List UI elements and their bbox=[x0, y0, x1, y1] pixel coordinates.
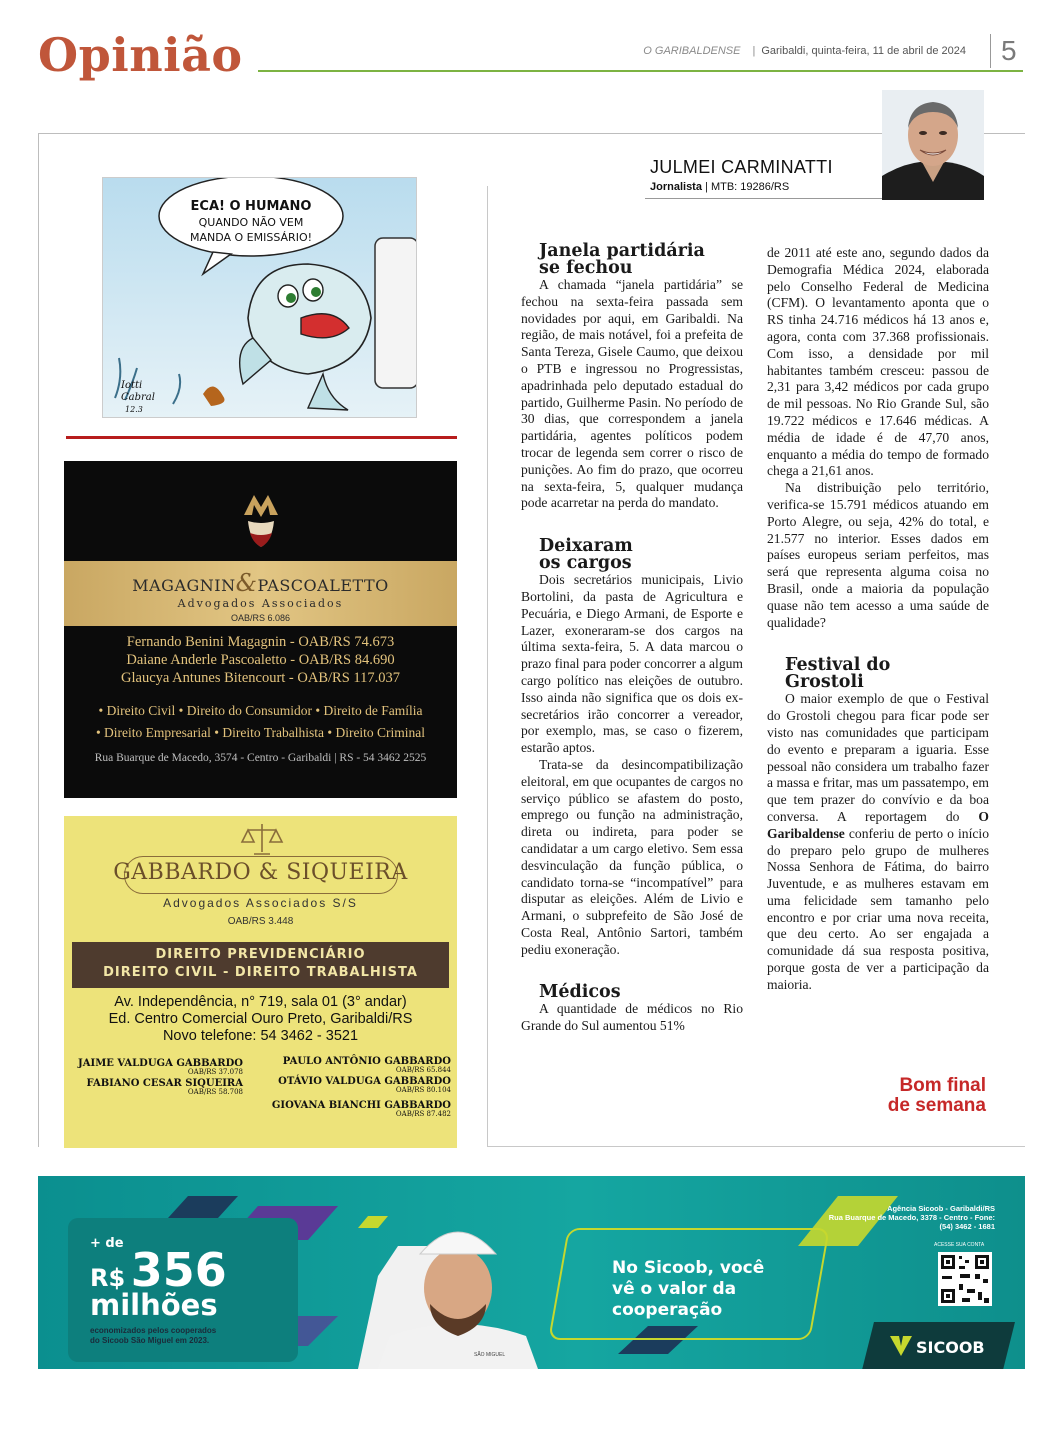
article-paragraph: O maior exemplo de que o Festival do Grostoli chegou para ficar pode ser visto nas comunidades que participam do evento e preparam a iguaria. Esse pessoal não considera um trabalho fazer a massa e fritar, mas um passatempo, em que tem prazer do convívio e da boa conversa. A reportagem do O Garibaldense conferiu de perto o início do preparo pelo grupo de mulheres Nossa Senhora de Fátima, do bairro Juventude, e as mulheres estavam em uma felicidade sem tamanho pelo encontro e por criar uma nova receita, que deu certo. Ao ser engajada a comunidade dá sua resposta positiva, porque gosta de ver a participação da maioria. bbox=[767, 691, 989, 992]
dateline: Garibaldi, quinta-feira, 11 de abril de 2024 bbox=[761, 45, 966, 57]
banner-amount: 356 bbox=[130, 1243, 227, 1297]
sicoob-brand: SICOOB bbox=[916, 1338, 985, 1357]
ad1-lawyer: Fernando Benini Magagnin - OAB/RS 74.673 bbox=[126, 634, 395, 650]
ad2-contact bbox=[64, 994, 457, 1045]
columnist-role: Jornalista | MTB: 19286/RS bbox=[650, 181, 790, 193]
ad1-lawyer: Daiane Anderle Pascoaletto - OAB/RS 84.690 bbox=[126, 652, 395, 668]
ad1-ampersand: & bbox=[235, 569, 258, 597]
ad1-areas-line: • Direito Civil • Direito do Consumidor • Direito de Família bbox=[98, 703, 423, 718]
scales-of-justice-icon bbox=[240, 822, 284, 858]
article-paragraph: Dois secretários municipais, Livio Bortolini, da pasta de Agricultura e Pecuária, e Diego Armani, de Esporte e Lazer, exoneraram-se dos cargos na última sexta-feira, 5. A data marcou o prazo final para poder concorrer a algum cargo político nas eleições de outubro. Isso ainda não significa que os dois ex-secretários irão concorrer a vereador, por exemplo, mas, se caso o fizerem, estarão aptos. bbox=[521, 572, 743, 756]
header-meta: O GARIBALDENSE | Garibaldi, quinta-feira, 11 de abril de 2024 bbox=[643, 45, 966, 57]
columnist-name: JULMEI CARMINATTI bbox=[650, 157, 833, 177]
columnist-rule bbox=[645, 198, 883, 199]
cartoon-signature-line2: Cabral bbox=[121, 392, 155, 403]
banner-currency: R$ bbox=[90, 1264, 126, 1292]
editorial-cartoon bbox=[102, 177, 417, 418]
banner-caption: economizados pelos cooperados do Sicoob São Miguel em 2023. bbox=[90, 1326, 217, 1345]
newspaper-name: O Garibaldense bbox=[767, 808, 989, 841]
article-paragraph-continued: de 2011 até este ano, segundo dados da Demografia Médica 2024, elaborada pelo Conselho Federal de Medicina (CFM). O levantamento aponta que o RS tinha 24.716 médicos há 13 anos e, agora, conta com 37.368 profissionais. Com isso, a densidade por mil habitantes também cresceu: passou de 2,31 para 3,42 médicos por cada grupo de mil pessoas. No Rio Grande Sul, são 19.722 médicos e 17.646 médicas. A média de idade é de 47,70 anos, enquanto a média do tempo de formado chega a 21,61 anos. bbox=[767, 245, 989, 479]
subhead-medicos: Médicos bbox=[539, 982, 621, 1003]
law-firm-logo-icon bbox=[240, 491, 282, 551]
ad2-firm-name: GABBARDO & SIQUEIRA bbox=[113, 860, 408, 885]
ad1-oab: OAB/RS 6.086 bbox=[230, 613, 291, 623]
subhead-festival: Festival do Grostoli bbox=[785, 655, 891, 693]
ad2-band-line: DIREITO CIVIL - DIREITO TRABALHISTA bbox=[103, 965, 418, 980]
ad1-firm-right: PASCOALETTO bbox=[257, 576, 389, 595]
ad2-lawyer: OTÁVIO VALDUGA GABBARDO OAB/RS 80.104 bbox=[278, 1076, 451, 1094]
closing-greeting: Bom final de semana bbox=[887, 1075, 986, 1116]
cartoon-signature-line1: Iotti bbox=[121, 380, 143, 391]
ad1-lawyer-list bbox=[64, 633, 457, 687]
ad2-lawyer: FABIANO CESAR SIQUEIRA OAB/RS 58.708 bbox=[86, 1078, 243, 1096]
ad2-phone: Novo telefone: 54 3462 - 3521 bbox=[162, 1028, 359, 1044]
ad2-lawyer: JAIME VALDUGA GABBARDO OAB/RS 37.078 bbox=[78, 1058, 243, 1076]
ad2-band-line: DIREITO PREVIDENCIÁRIO bbox=[155, 947, 366, 962]
publication-name: O GARIBALDENSE bbox=[643, 45, 741, 57]
article-paragraph: A chamada “janela partidária” se fechou na sexta-feira passada sem novidades por aqui, em Garibaldi. Na região, de mais notável, foi a prefeita de Santa Tereza, Gisele Caumo, que deixou o PTB e ingressou no Progressistas, apadrinhada pelo deputado estadual do partido, Guilherme Pasin. No período de 30 dias, que correspondem a janela partidária, agentes políticos podem trocar de legenda sem correr o risco de punições. Ao fim do prazo, que ocorreu na sexta-feira, 5, qualquer mudança pode acarretar na perda do mandato. bbox=[521, 277, 743, 511]
ad1-address: Rua Buarque de Macedo, 3574 - Centro - Garibaldi | RS - 54 3462 2525 bbox=[94, 752, 427, 764]
ad1-areas-line: • Direito Empresarial • Direito Trabalhista • Direito Criminal bbox=[95, 725, 426, 740]
article-paragraph: Na distribuição pelo território, verifica-se 15.791 médicos atuando em Porto Alegre, ou seja, 42% do total, e 21.577 no interior. Esses dados em países europeus seriam perfeitos, mas será que representa alguma coisa no Brasil, onde a maioria da população quase não tem acesso a uma saúde de qualidade? bbox=[767, 480, 989, 630]
ad2-address-line: Ed. Centro Comercial Ouro Preto, Garibaldi/RS bbox=[108, 1011, 413, 1027]
cartoon-rule bbox=[66, 436, 457, 439]
page-number: 5 bbox=[990, 34, 1017, 68]
banner-slogan: No Sicoob, você vê o valor da cooperação bbox=[612, 1258, 765, 1320]
ad-magagnin-pascoaletto[interactable] bbox=[64, 461, 457, 798]
ad1-firm-name bbox=[64, 569, 457, 597]
article-column-right bbox=[767, 245, 989, 994]
ad1-practice-areas bbox=[64, 700, 457, 744]
cartoon-speech-line1: ECA! O HUMANO bbox=[190, 199, 312, 214]
sicoob-logo-icon bbox=[890, 1336, 912, 1356]
banner-unit: milhões bbox=[90, 1288, 218, 1322]
frame-top-rule bbox=[38, 133, 1025, 134]
ad2-lawyers-left bbox=[68, 1058, 243, 1096]
subhead-deixaram: Deixaram os cargos bbox=[539, 536, 633, 574]
banner-prefix: + de bbox=[90, 1236, 124, 1251]
banner-shirt-text: SÃO MIGUEL bbox=[474, 1352, 506, 1358]
ad2-lawyer: GIOVANA BIANCHI GABBARDO OAB/RS 87.482 bbox=[271, 1100, 451, 1118]
section-title: Opinião bbox=[38, 28, 243, 82]
ad2-lawyer: PAULO ANTÔNIO GABBARDO OAB/RS 65.844 bbox=[282, 1056, 451, 1074]
frame-left-rule bbox=[38, 133, 39, 1147]
cartoon-speech-line3: MANDA O EMISSÁRIO! bbox=[189, 231, 313, 244]
ad2-lawyers-right bbox=[260, 1056, 451, 1118]
cartoon-illustration bbox=[103, 178, 417, 418]
cartoon-signature-line3: 12.3 bbox=[125, 405, 143, 414]
bottom-divider bbox=[487, 1146, 1025, 1147]
header-rule bbox=[258, 70, 1023, 72]
columnist-title: Jornalista bbox=[650, 181, 702, 193]
column-divider bbox=[487, 186, 488, 1147]
sicoob-banner-ad[interactable] bbox=[38, 1176, 1025, 1369]
banner-qr-label: ACESSE SUA CONTA bbox=[934, 1242, 985, 1248]
ad2-subtitle: Advogados Associados S/S bbox=[163, 896, 358, 910]
article-paragraph: Trata-se da desincompatibilização eleitoral, em que ocupantes de cargos no serviço público se afastem do posto, emprego ou função na administração, direta ou indireta, para poder se candidatar a um cargo eletivo. Sem essa desvinculação da função pública, o candidato torna-se “incompatível” para disputar as eleições. Além de Livio e Armani, o subprefeito de São José de Costa Real, Antônio Sartori, também pediu exoneração. bbox=[521, 756, 743, 957]
ad-gabbardo-siqueira[interactable] bbox=[64, 816, 457, 1148]
portrait-image bbox=[882, 90, 984, 200]
subhead-janela: Janela partidária se fechou bbox=[539, 241, 705, 278]
ad2-practice-areas bbox=[72, 946, 449, 982]
article-column-left bbox=[521, 243, 743, 1035]
ad1-lawyer: Glaucya Antunes Bitencourt - OAB/RS 117.037 bbox=[121, 670, 400, 686]
qr-code-icon[interactable] bbox=[938, 1252, 992, 1306]
cartoon-speech-line2: QUANDO NÃO VEM bbox=[198, 216, 304, 229]
article-paragraph: A quantidade de médicos no Rio Grande do Sul aumentou 51% bbox=[521, 1001, 743, 1034]
ad2-address-line: Av. Independência, n° 719, sala 01 (3° andar) bbox=[114, 994, 407, 1010]
columnist-photo bbox=[882, 90, 984, 200]
ad1-firm-left: MAGAGNIN bbox=[132, 576, 236, 595]
columnist-registration: MTB: 19286/RS bbox=[710, 181, 790, 193]
ad2-oab: OAB/RS 3.448 bbox=[227, 916, 294, 927]
ad1-subtitle: Advogados Associados bbox=[177, 597, 344, 610]
banner-agency-info: Agência Sicoob - Garibaldi/RS Rua Buarque de Macedo, 3378 - Centro - Fone: (54) 3462 - 1681 bbox=[828, 1204, 995, 1231]
